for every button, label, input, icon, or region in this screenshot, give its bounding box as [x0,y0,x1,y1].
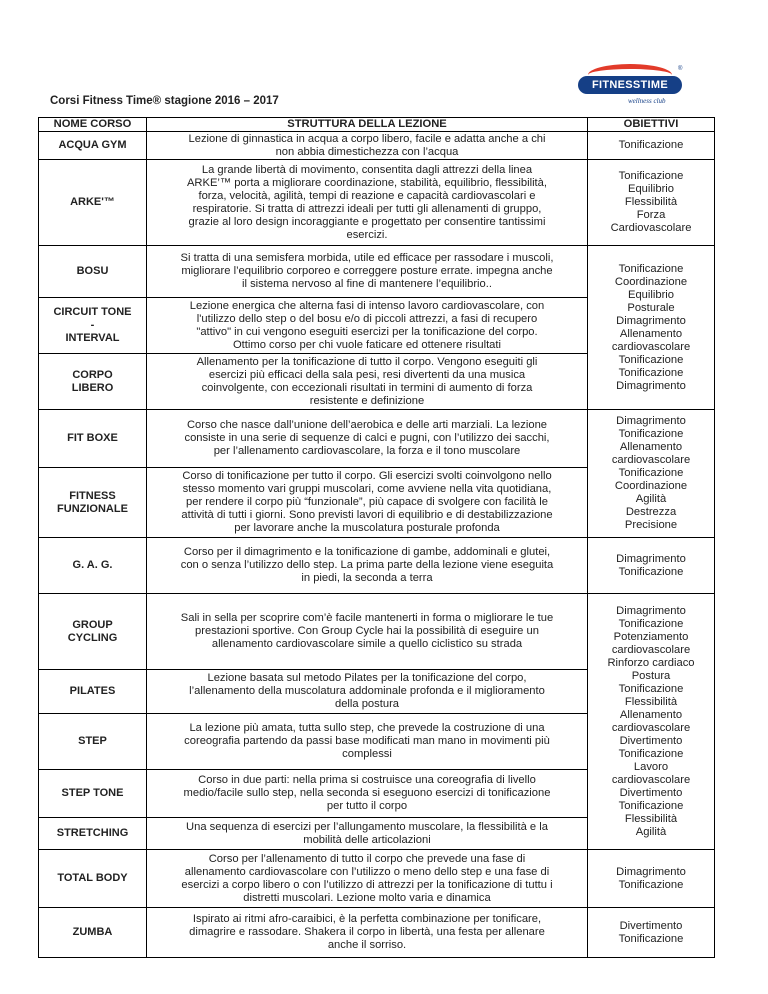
course-name-line: ZUMBA [72,926,113,938]
objective-item: Coordinazione [614,480,688,492]
objective-item: Tonificazione [618,170,684,182]
objective-item: Equilibrio [627,183,675,195]
lesson-structure-line: mobilità delle articolazioni [303,833,431,846]
lesson-structure [147,850,588,908]
objectives-cell [588,132,715,160]
logo-registered-mark: ® [678,66,683,72]
course-name [39,410,147,468]
objective-item: Forza [636,209,666,221]
objective-item: Divertimento [619,786,683,799]
objective-item: cardiovascolare [611,340,691,353]
course-name-line: ARKE'™ [70,196,115,208]
objectives-cell [588,160,715,246]
course-name [39,594,147,670]
course-name-line: CIRCUIT TONE [53,306,132,318]
objective-item: Tonificazione [618,682,684,695]
course-name-line: FUNZIONALE [57,502,128,515]
course-name-line: - [90,319,95,331]
objectives-cell [588,246,715,410]
logo-wordmark: FITNESSTIME [591,79,669,91]
objective-item: Tonificazione [618,428,684,440]
lesson-structure-line: Ispirato ai ritmi afro-caraibici, è la perfetta combinazione per tonificare, [192,913,542,925]
objective-item: Divertimento [619,734,683,747]
course-name-line: PILATES [69,685,116,697]
table-row [39,850,715,908]
objective-item: Equilibrio [627,288,675,301]
lesson-structure-line: della postura [334,698,400,710]
course-name [39,132,147,160]
course-name-line: FITNESS [69,489,116,502]
lesson-structure [147,538,588,594]
course-name [39,714,147,770]
lesson-structure-line: Lezione basata sul metodo Pilates per la tonificazione del corpo, [207,672,527,684]
lesson-structure [147,714,588,770]
lesson-structure-line: Corso per l’allenamento di tutto il corpo che prevede una fase di [208,852,526,865]
table-header-row [39,118,715,132]
objective-item: Flessibilità [624,695,678,708]
lesson-structure [147,160,588,246]
document-title: Corsi Fitness Time® stagione 2016 – 2017 [50,95,279,107]
objective-item: Lavoro [633,760,669,773]
objective-item: Allenamento [619,327,683,340]
lesson-structure [147,818,588,850]
course-name-line: FIT BOXE [67,432,118,444]
course-name-line: CYCLING [67,631,118,644]
lesson-structure-line: consiste in una serie di sequenze di calci e pugni, con l’utilizzo dei sacchi, [184,432,550,444]
lesson-structure-line: Lezione energica che alterna fasi di intenso lavoro cardiovascolare, con [189,299,545,312]
objective-item: cardiovascolare [611,454,691,466]
objective-item: cardiovascolare [611,721,691,734]
objective-item: Allenamento [619,708,683,721]
lesson-structure [147,246,588,298]
course-name [39,246,147,298]
lesson-structure-line: l'utilizzo dello step o del bosu e/o di piccoli attrezzi, a fasi di recupero [196,312,538,325]
objective-item: Potenziamento [613,630,689,643]
lesson-structure-line: Sali in sella per scoprire com’è facile mantenerti in forma o migliorare le tue [180,612,554,624]
objective-item: Tonificazione [618,617,684,630]
table-row [39,246,715,298]
logo-tagline: wellness club [628,97,666,105]
lesson-structure-line: esercizi. [346,228,388,241]
lesson-structure-line: ARKE’™ porta a migliorare coordinazione, stabilità, equilibrio, flessibilità, [186,176,548,189]
lesson-structure [147,298,588,354]
objective-item: Destrezza [625,506,677,518]
course-name [39,770,147,818]
lesson-structure-line: Corso in due parti: nella prima si costruisce una coreografia di livello [198,774,536,786]
table-row [39,908,715,958]
header-course-name: NOME CORSO [39,118,147,132]
lesson-structure-line: Ottimo corso per chi vuole faticare ed ottenere risultati [232,338,501,351]
objective-item: Flessibilità [624,812,678,825]
objective-item: Dimagrimento [616,415,686,427]
table-row [39,132,715,160]
course-name-line: CORPO [72,368,113,381]
lesson-structure [147,908,588,958]
course-name-line: STEP [78,735,107,747]
lesson-structure-line: in piedi, la seconda a terra [301,572,433,584]
objective-item: Tonificazione [618,366,684,379]
objective-item: Tonificazione [618,932,684,945]
objective-item: Tonificazione [618,353,684,366]
lesson-structure [147,594,588,670]
lesson-structure-line: Corso per il dimagrimento e la tonificazione di gambe, addominali e glutei, [183,546,551,558]
lesson-structure-line: con o senza l’utilizzo dello step. La prima parte della lezione viene eseguita [180,559,554,571]
course-name-line: GROUP [72,618,113,631]
course-name [39,670,147,714]
lesson-structure-line: esercizi più efficaci della sala pesi, resi divertenti da una musica [208,368,526,381]
lesson-structure-line: esercizi a corpo libero o con l’utilizzo di attrezzi per la tonificazione di tuttu i [181,878,553,891]
course-name [39,818,147,850]
course-name [39,354,147,410]
lesson-structure-line: allenamento cardiovascolare con l’utilizzo o meno dello step e una fase di [184,865,550,878]
objective-item: Postura [631,669,671,682]
table-row [39,410,715,468]
objective-item: cardiovascolare [611,773,691,786]
lesson-structure-line: prestazioni sportive. Con Group Cycle hai la possibilità di eseguire un [195,625,539,637]
lesson-structure [147,468,588,538]
lesson-structure-line: complessi [342,748,392,760]
objective-item: Cardiovascolare [610,222,692,234]
lesson-structure-line: grazie al loro design incoraggiante e progettato per consentire tantissimi [188,215,546,228]
lesson-structure-line: dimagrire e rassodare. Shakera il corpo in libertà, una festa per allenare [189,926,545,938]
course-name-line: LIBERO [71,381,114,394]
objective-item: Coordinazione [614,275,688,288]
objective-item: Rinforzo cardiaco [607,656,695,669]
lesson-structure [147,670,588,714]
lesson-structure-line: allenamento cardiovascolare simile a quello ciclistico su strada [211,638,523,650]
lesson-structure-line: per l’allenamento cardiovascolare, la forza e il tono muscolare [213,445,521,457]
objectives-cell [588,538,715,594]
objective-item: Dimagrimento [616,865,686,878]
objective-item: Posturale [627,301,675,314]
objective-item: Tonificazione [618,565,684,578]
lesson-structure-line: resistente e definizione [309,394,425,407]
table-row [39,160,715,246]
lesson-structure-line: Corso di tonificazione per tutto il corpo. Gli esercizi svolti coinvolgono nello [182,470,552,482]
lesson-structure-line: Corso che nasce dall’unione dell’aerobica e delle arti marziali. La lezione [186,419,548,431]
lesson-structure-line: il sistema nervoso al fine di mantenere l’equilibrio.. [242,278,492,290]
objective-item: Tonificazione [618,467,684,479]
objective-item: Tonificazione [618,747,684,760]
course-name-line: BOSU [76,265,109,277]
lesson-structure-line: respiratorie. Si tratta di attrezzi ideali per tutti gli allenamenti di gruppo, [192,202,542,215]
lesson-structure-line: medio/facile sullo step, nella seconda si eseguono esercizi di tonificazione [183,787,551,799]
lesson-structure-line: coinvolgente, con eccezionali risultati in termini di aumento di forza [201,381,533,394]
lesson-structure-line: attività di tutti i giorni. Sono previsti lavori di equilibrio e di destabilizzazione [181,509,553,521]
objective-item: Dimagrimento [616,552,686,565]
objective-item: Tonificazione [618,799,684,812]
objective-item: Precisione [624,519,678,531]
course-name-line: ACQUA GYM [58,139,127,151]
lesson-structure-line: per tutto il corpo [326,800,408,812]
course-name [39,160,147,246]
course-name-line: STRETCHING [56,827,129,839]
lesson-structure-line: "attivo" in cui vengono eseguiti esercizi per la tonificazione del corpo. [196,325,538,338]
lesson-structure-line: migliorare l’equilibrio corporeo e correggere posture errate. impegna anche [181,265,553,277]
objective-item: Divertimento [619,919,683,932]
objectives-cell [588,850,715,908]
objective-item: Dimagrimento [616,379,686,392]
objectives-cell [588,410,715,538]
course-name [39,468,147,538]
course-name-line: STEP TONE [61,787,124,799]
lesson-structure [147,132,588,160]
course-name [39,298,147,354]
lesson-structure-line: Allenamento per la tonificazione di tutto il corpo. Vengono eseguiti gli [196,355,538,368]
objectives-cell [588,594,715,850]
fitness-time-logo [574,62,686,120]
lesson-structure-line: l’allenamento della muscolatura addominale profonda e il miglioramento [189,685,545,697]
objective-item: Agilità [635,825,667,838]
course-name [39,850,147,908]
lesson-structure [147,410,588,468]
objective-item: cardiovascolare [611,643,691,656]
lesson-structure-line: Si tratta di una semisfera morbida, utile ed efficace per rassodare i muscoli, [180,252,554,264]
objective-item: Tonificazione [618,262,684,275]
lesson-structure-line: La grande libertà di movimento, consentita dagli attrezzi della linea [201,163,533,176]
lesson-structure-line: La lezione più amata, tutta sullo step, che prevede la costruzione di una [189,722,545,734]
lesson-structure-line: stesso momento vari gruppi muscolari, come avviene nella vita quotidiana, [182,483,552,495]
lesson-structure-line: coreografia partendo da passi base modificati man mano in movimenti più [184,735,550,747]
objective-item: Tonificazione [618,139,684,151]
lesson-structure [147,354,588,410]
course-name-line: TOTAL BODY [57,872,128,884]
lesson-structure-line: Lezione di ginnastica in acqua a corpo libero, facile e adatta anche a chi [188,132,546,145]
lesson-structure-line: forza, velocità, agilità, tempi di reazione e capacità cardiovascolari e [198,189,536,202]
lesson-structure-line: distretti muscolari. Lezione molto varia e dinamica [243,891,491,904]
lesson-structure-line: non abbia dimestichezza con l’acqua [275,145,459,158]
objective-item: Agilità [635,493,667,505]
header-lesson-structure: STRUTTURA DELLA LEZIONE [147,118,588,132]
lesson-structure-line: per lavorare anche la muscolatura posturale profonda [234,522,500,534]
objectives-cell [588,908,715,958]
header-objectives: OBIETTIVI [588,118,715,132]
course-name-line: INTERVAL [65,332,120,344]
table-row [39,594,715,670]
objective-item: Allenamento [619,441,683,453]
objective-item: Dimagrimento [616,604,686,617]
lesson-structure-line: anche il sorriso. [327,939,407,951]
course-name [39,538,147,594]
lesson-structure [147,770,588,818]
objective-item: Dimagrimento [616,314,686,327]
lesson-structure-line: per rendere il corpo più “funzionale”, più capace di svolgere con facilità le [186,496,548,508]
lesson-structure-line: Una sequenza di esercizi per l’allungamento muscolare, la flessibilità e la [186,820,548,833]
courses-table [38,117,715,958]
objective-item: Tonificazione [618,878,684,891]
objective-item: Flessibilità [624,196,678,208]
table-row [39,538,715,594]
course-name [39,908,147,958]
course-name-line: G. A. G. [72,559,113,571]
